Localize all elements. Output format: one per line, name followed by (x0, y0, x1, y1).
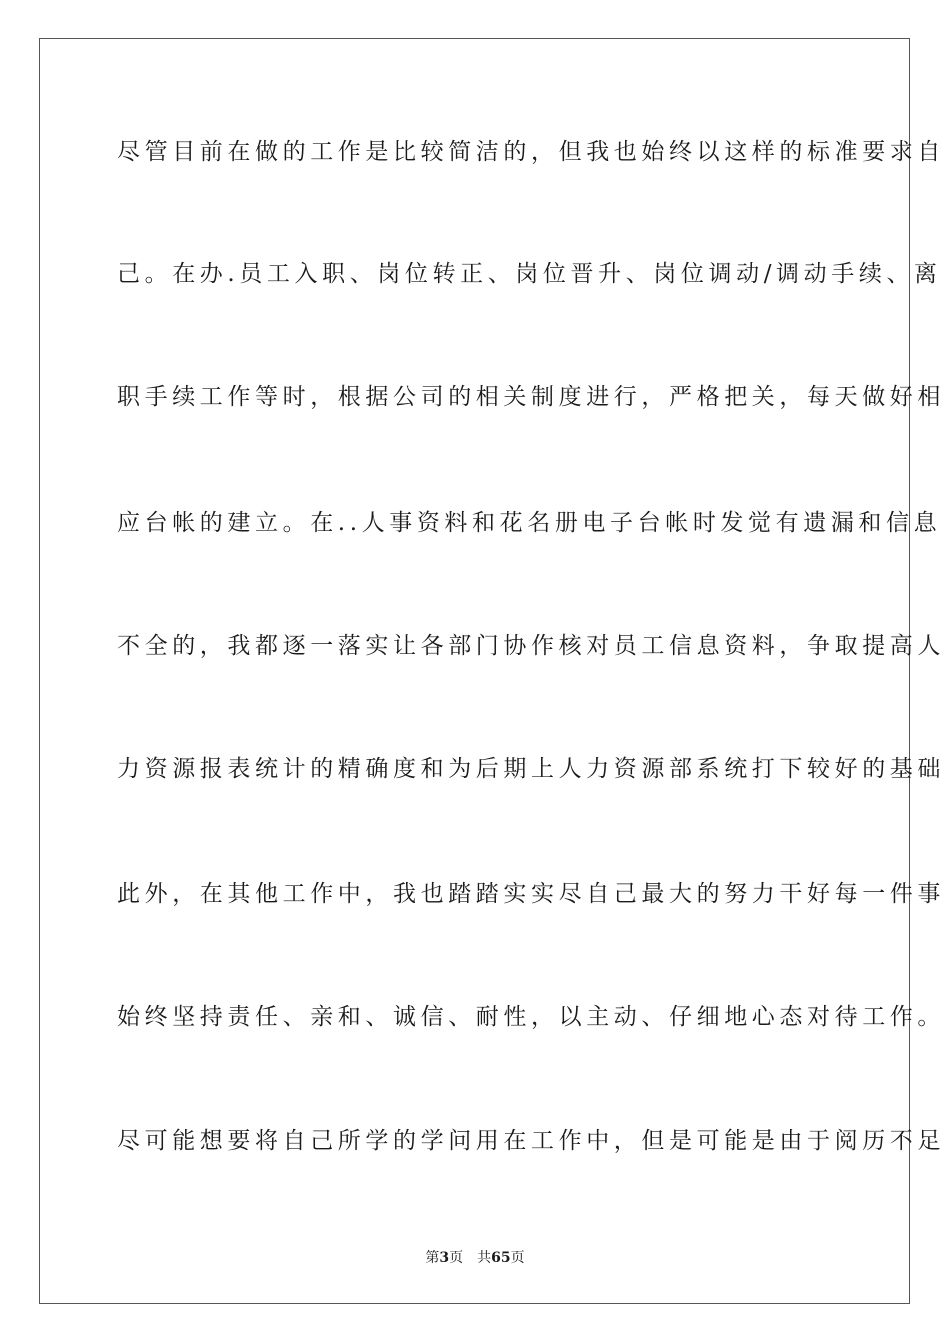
body-text-line-3: 职手续工作等时，根据公司的相关制度进行，严格把关，每天做好相 (117, 384, 945, 410)
total-suffix: 页 (510, 1250, 525, 1266)
body-text-line-8: 始终坚持责任、亲和、诚信、耐性，以主动、仔细地心态对待工作。 (117, 1004, 945, 1030)
body-text-line-4: 应台帐的建立。在..人事资料和花名册电子台帐时发觉有遗漏和信息 (117, 510, 942, 536)
body-text-line-6: 力资源报表统计的精确度和为后期上人力资源部系统打下较好的基础 (117, 756, 945, 782)
body-text-line-2: 己。在办.员工入职、岗位转正、岗位晋升、岗位调动/调动手续、离 (117, 261, 942, 287)
page-footer (0, 1248, 950, 1268)
total-prefix: 共 (477, 1250, 492, 1266)
current-page-number: 3 (439, 1250, 450, 1266)
page-prefix: 第 (425, 1250, 440, 1266)
body-text-line-7: 此外，在其他工作中，我也踏踏实实尽自己最大的努力干好每一件事 (117, 881, 945, 907)
page-suffix: 页 (449, 1250, 464, 1266)
body-text-line-5: 不全的，我都逐一落实让各部门协作核对员工信息资料，争取提高人 (117, 633, 945, 659)
body-text-line-9: 尽可能想要将自己所学的学问用在工作中，但是可能是由于阅历不足 (117, 1128, 945, 1154)
total-page-count: 65 (491, 1250, 511, 1266)
body-text-line-1: 尽管目前在做的工作是比较简洁的，但我也始终以这样的标准要求自 (117, 139, 945, 165)
page-border (39, 38, 945, 1304)
